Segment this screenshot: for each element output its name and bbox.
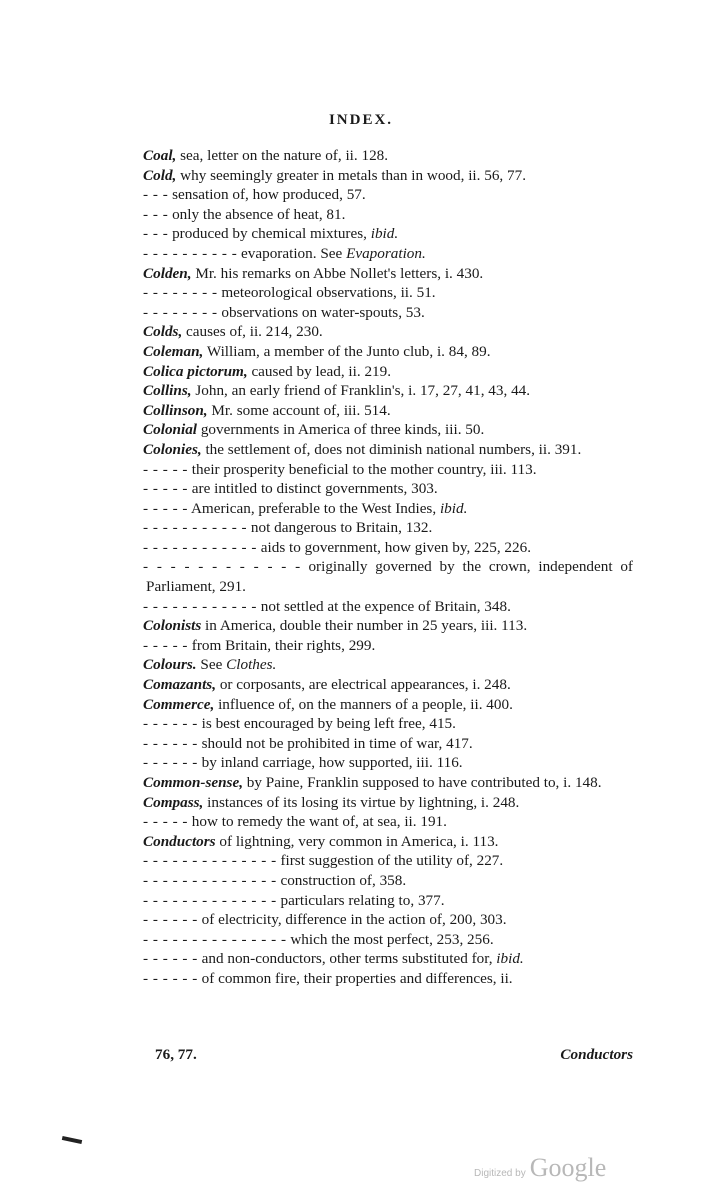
entry-term: Collins, — [143, 382, 192, 400]
index-entry — [143, 518, 633, 538]
entry-term: Colica pictorum, — [143, 362, 248, 380]
ditto-dashes: - - - - - - - - - - - - - - — [143, 852, 277, 870]
index-entry — [143, 969, 633, 989]
entry-text: of common fire, their properties and differences, ii. — [197, 969, 513, 987]
entry-term: Compass, — [143, 793, 204, 811]
entry-text: sea, letter on the nature of, ii. 128. — [176, 147, 389, 164]
ditto-dashes: - - - - - - - - — [143, 303, 218, 321]
ditto-dashes: - - - - - - — [143, 969, 198, 987]
index-entry — [143, 714, 633, 734]
entry-text: causes of, ii. 214, 230. — [182, 323, 323, 341]
entry-term: Comazants, — [143, 676, 217, 694]
index-entry — [143, 460, 633, 480]
entry-text: instances of its losing its virtue by lightning, i. 248. — [203, 793, 520, 811]
index-entry — [143, 479, 633, 499]
entry-text: caused by lead, ii. 219. — [247, 362, 392, 380]
entry-italic-ref: ibid. — [439, 499, 468, 517]
entry-text: particulars relating to, 377. — [276, 891, 445, 909]
entry-text: from Britain, their rights, 299. — [187, 636, 376, 654]
index-entry — [143, 734, 633, 754]
google-logo: Google — [529, 1153, 607, 1182]
entry-text: American, preferable to the West Indies, — [187, 499, 440, 517]
entry-text: why seemingly greater in metals than in wood, ii. 56, 77. — [176, 166, 527, 184]
entry-italic-ref: Evaporation. — [346, 244, 426, 262]
ditto-dashes: - - - - - - — [143, 754, 198, 772]
entry-text: which the most perfect, 253, 256. — [286, 930, 494, 948]
entry-text: by inland carriage, how supported, iii. 116. — [197, 754, 463, 772]
entry-term: Coal, — [143, 147, 177, 164]
index-entry — [143, 362, 633, 382]
page-footer — [143, 1046, 633, 1064]
entry-text: their prosperity beneficial to the mother country, iii. 113. — [187, 460, 537, 478]
ditto-dashes: - - - - - — [143, 480, 188, 498]
ditto-dashes: - - - - - - — [143, 734, 198, 752]
entry-text: or corposants, are electrical appearances, i. 248. — [216, 676, 511, 694]
entry-italic-ref: ibid. — [496, 950, 524, 968]
ditto-dashes: - - - - - - — [143, 950, 198, 968]
index-entry — [143, 224, 633, 244]
page-title: INDEX. — [328, 112, 394, 128]
index-entries — [143, 146, 637, 989]
entry-text: is best encouraged by being left free, 415. — [197, 715, 456, 733]
index-entry — [143, 891, 633, 911]
index-entry — [143, 185, 633, 205]
ditto-dashes: - - - - - - - - - - - - - - — [143, 871, 277, 889]
index-entry — [143, 244, 633, 264]
entry-term: Conductors — [143, 832, 216, 850]
entry-text: not dangerous to Britain, 132. — [247, 519, 433, 537]
index-entry — [143, 303, 633, 323]
continued-page-ref: 76, 77. — [155, 1046, 197, 1063]
ditto-dashes: - - - - - - - - - - - - — [143, 558, 301, 576]
entry-text: influence of, on the manners of a people, ii. 400. — [214, 695, 513, 713]
entry-text: William, a member of the Junto club, i. 84, 89. — [203, 342, 491, 360]
index-entry — [143, 695, 633, 715]
index-entry — [143, 205, 633, 225]
index-entry — [143, 851, 633, 871]
entry-text: not settled at the expence of Britain, 348. — [256, 597, 511, 615]
index-entry — [143, 440, 633, 460]
index-entry — [143, 753, 633, 773]
index-entry — [143, 930, 633, 950]
entry-italic-ref: Clothes. — [226, 656, 277, 674]
index-entry — [143, 283, 633, 303]
digitized-watermark — [474, 1153, 606, 1183]
entry-term: Colonial — [143, 421, 198, 439]
entry-text: and non-conductors, other terms substituted for, — [197, 950, 497, 968]
entry-text: Mr. his remarks on Abbe Nollet's letters, i. 430. — [191, 264, 484, 282]
entry-text: of electricity, difference in the action of, 200, 303. — [197, 911, 507, 929]
ditto-dashes: - - - - - - - - - - — [143, 244, 238, 262]
ditto-dashes: - - - - - — [143, 813, 188, 831]
entry-text: sensation of, how produced, 57. — [168, 186, 366, 204]
ditto-dashes: - - - - - - - - - - - - - - - — [143, 930, 287, 948]
index-entry — [143, 401, 633, 421]
entry-term: Coleman, — [143, 342, 204, 360]
entry-text: by Paine, Franklin supposed to have contributed to, i. 148. — [243, 774, 602, 791]
entry-text: Mr. some account of, iii. 514. — [207, 401, 391, 419]
ditto-dashes: - - - — [143, 225, 169, 243]
entry-text: observations on water-spouts, 53. — [217, 303, 425, 321]
entry-text: the settlement of, does not diminish national numbers, ii. 391. — [201, 440, 582, 458]
entry-term: Collinson, — [143, 401, 208, 419]
index-entry — [143, 636, 633, 656]
entry-text: construction of, 358. — [276, 871, 407, 889]
index-entry — [143, 597, 633, 617]
index-entry — [143, 773, 633, 793]
entry-term: Cold, — [143, 166, 177, 184]
index-entry — [143, 499, 633, 519]
index-entry — [143, 949, 633, 969]
index-entry — [143, 910, 633, 930]
entry-text: of lightning, very common in America, i. 113. — [215, 832, 499, 850]
ditto-dashes: - - - - - - - - - - - - — [143, 597, 257, 615]
entry-text: produced by chemical mixtures, — [168, 225, 371, 243]
entry-text: originally governed by the crown, independent of Parliament, 291. — [146, 558, 637, 596]
catchword: Conductors — [560, 1046, 633, 1063]
index-entry — [143, 342, 633, 362]
entry-text: See — [196, 656, 227, 674]
entry-text: how to remedy the want of, at sea, ii. 191. — [187, 813, 447, 831]
index-entry — [143, 420, 633, 440]
ditto-dashes: - - - - - - - - — [143, 284, 218, 302]
entry-text: only the absence of heat, 81. — [168, 205, 346, 223]
index-entry — [143, 166, 633, 186]
index-entry — [143, 793, 633, 813]
digitized-by-label: Digitized by — [474, 1168, 526, 1179]
ditto-dashes: - - - - - - - - - - - — [143, 519, 248, 537]
entry-term: Commerce, — [143, 695, 215, 713]
entry-text: evaporation. See — [237, 244, 347, 262]
entry-text: should not be prohibited in time of war, 417. — [197, 734, 473, 752]
index-entry — [143, 655, 633, 675]
index-entry — [143, 557, 637, 596]
index-entry — [143, 675, 633, 695]
index-entry — [143, 146, 633, 166]
ditto-dashes: - - - - - - - - - - - - — [143, 538, 257, 556]
index-entry — [143, 538, 633, 558]
entry-term: Colonies, — [143, 440, 202, 458]
ditto-dashes: - - - - - - - - - - - - - - — [143, 891, 277, 909]
entry-term: Colden, — [143, 264, 192, 282]
entry-term: Colours. — [143, 656, 197, 674]
entry-text: first suggestion of the utility of, 227. — [276, 852, 504, 870]
entry-term: Common-sense, — [143, 774, 243, 791]
entry-text: aids to government, how given by, 225, 226. — [256, 538, 532, 556]
entry-term: Colds, — [143, 323, 183, 341]
entry-text: in America, double their number in 25 years, iii. 113. — [201, 617, 528, 635]
index-entry — [143, 381, 633, 401]
index-entry — [143, 616, 633, 636]
index-entry — [143, 832, 633, 852]
entry-text: John, an early friend of Franklin's, i. 17, 27, 41, 43, 44. — [191, 382, 531, 400]
ink-mark — [62, 1136, 82, 1144]
ditto-dashes: - - - - - — [143, 636, 188, 654]
ditto-dashes: - - - - - — [143, 499, 188, 517]
entry-text: are intitled to distinct governments, 303. — [187, 480, 438, 498]
index-entry — [143, 871, 633, 891]
entry-text: governments in America of three kinds, iii. 50. — [197, 421, 485, 439]
index-entry — [143, 322, 633, 342]
entry-italic-ref: ibid. — [370, 225, 399, 243]
ditto-dashes: - - - - - — [143, 460, 188, 478]
ditto-dashes: - - - - - - — [143, 911, 198, 929]
index-entry — [143, 812, 633, 832]
index-entry — [143, 264, 633, 284]
entry-term: Colonists — [143, 617, 202, 635]
entry-text: meteorological observations, ii. 51. — [217, 284, 436, 302]
ditto-dashes: - - - — [143, 186, 169, 204]
ditto-dashes: - - - - - - — [143, 715, 198, 733]
ditto-dashes: - - - — [143, 205, 169, 223]
